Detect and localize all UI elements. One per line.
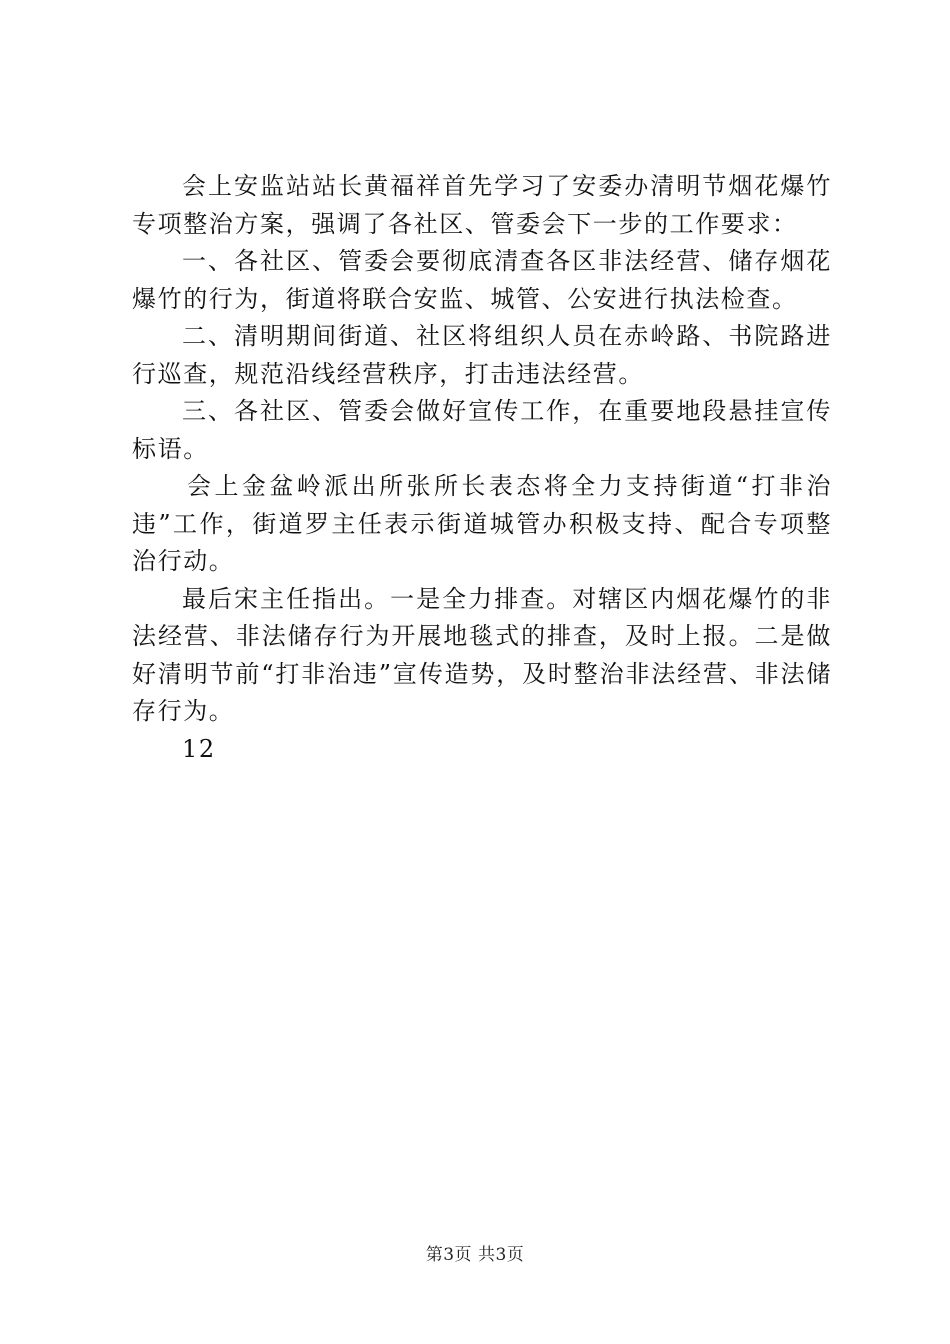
paragraph-intro: 会上安监站站长黄福祥首先学习了安委办清明节烟花爆竹专项整治方案，强调了各社区、管委会下一步的工作要求： [132, 172, 832, 238]
paragraph-conclusion: 最后宋主任指出。一是全力排查。对辖区内烟花爆竹的非法经营、非法储存行为开展地毯式的排查，及时上报。二是做好清明节前“打非治违”宣传造势，及时整治非法经营、非法储存行为。 [132, 584, 832, 725]
paragraph-item-1: 一、各社区、管委会要彻底清查各区非法经营、储存烟花爆竹的行为，街道将联合安监、城管、公安进行执法检查。 [132, 247, 832, 313]
paragraph-police-statement: 会上金盆岭派出所张所长表态将全力支持街道“打非治违”工作，街道罗主任表示街道城管办积极支持、配合专项整治行动。 [132, 472, 832, 575]
document-body [132, 168, 832, 768]
paragraph-item-3: 三、各社区、管委会做好宣传工作，在重要地段悬挂宣传标语。 [132, 397, 832, 463]
paragraph-number: 12 [182, 734, 216, 763]
paragraph-item-2: 二、清明期间街道、社区将组织人员在赤岭路、书院路进行巡查，规范沿线经营秩序，打击违法经营。 [132, 322, 832, 388]
page-footer: 第3页 共3页 [425, 1245, 525, 1265]
